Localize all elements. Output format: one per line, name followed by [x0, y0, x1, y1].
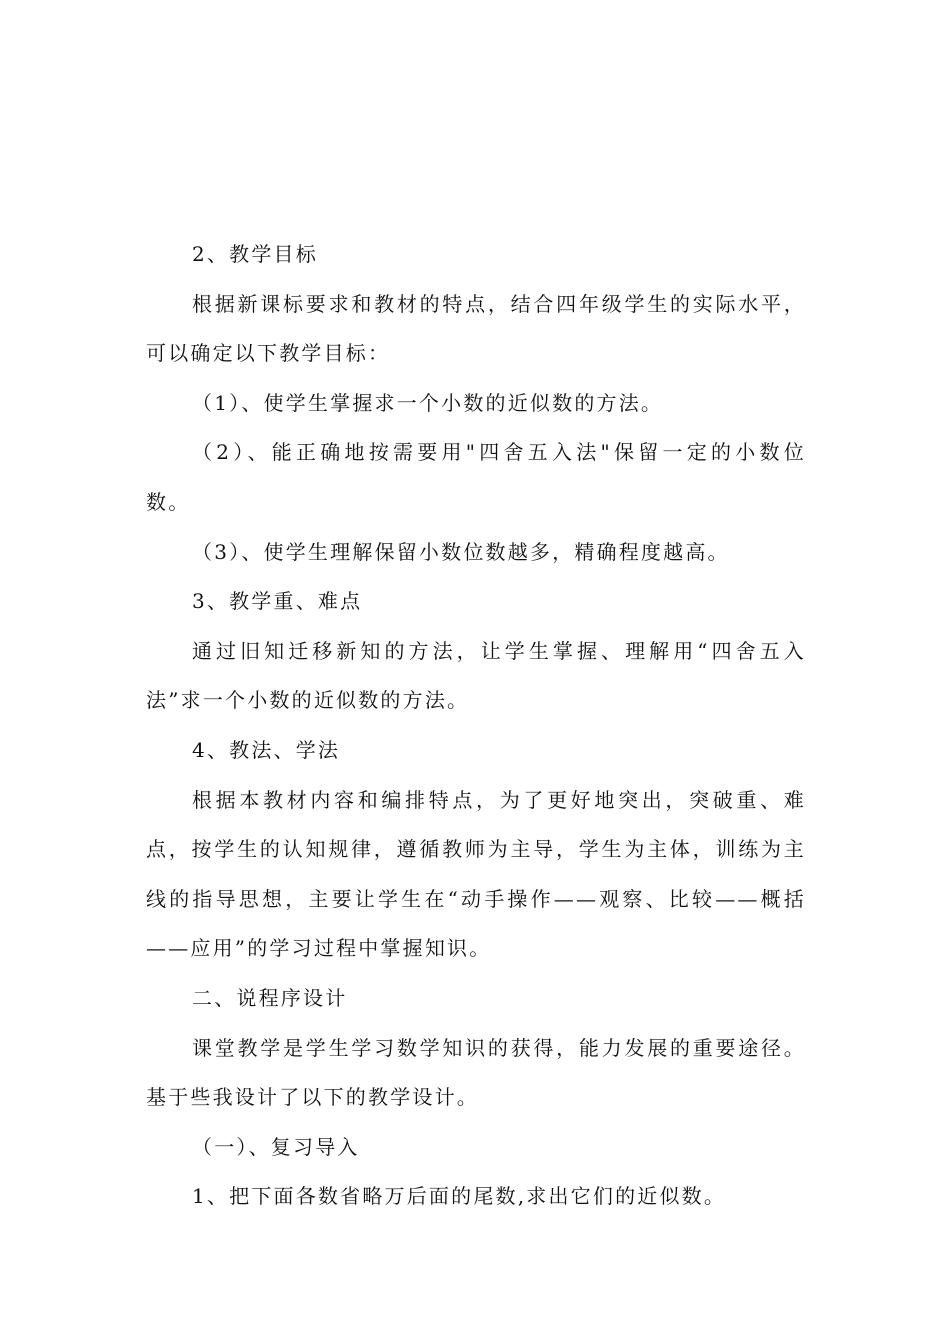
- paragraph-line: 根据新课标要求和教材的特点，结合四年级学生的实际水平，: [192, 291, 806, 316]
- paragraph-line: 可以确定以下教学目标：: [146, 341, 391, 366]
- paragraph-line: 通过旧知迁移新知的方法，让学生掌握、理解用“四舍五入: [192, 638, 806, 663]
- goal-item-1: （1）、使学生掌握求一个小数的近似数的方法。: [192, 390, 664, 415]
- section-heading-key-points: 3、教学重、难点: [192, 589, 363, 614]
- subsection-heading-review: （一）、复习导入: [192, 1134, 360, 1159]
- paragraph-line: 课堂教学是学生学习数学知识的获得，能力发展的重要途径。: [192, 1035, 806, 1060]
- paragraph-line: 根据本教材内容和编排特点，为了更好地突出，突破重、难: [192, 787, 806, 812]
- paragraph-line: 数。: [146, 489, 191, 514]
- paragraph-line: 点，按学生的认知规律，遵循教师为主导，学生为主体，训练为主: [146, 837, 806, 862]
- paragraph-line: ——应用”的学习过程中掌握知识。: [146, 936, 492, 961]
- section-heading-program-design: 二、说程序设计: [192, 985, 348, 1010]
- paragraph-line: 基于些我设计了以下的教学设计。: [146, 1085, 479, 1110]
- goal-item-3: （3）、使学生理解保留小数位数越多，精确程度越高。: [192, 539, 730, 564]
- section-heading-methods: 4、教法、学法: [192, 737, 341, 762]
- paragraph-line: 线的指导思想，主要让学生在“动手操作——观察、比较——概括: [146, 886, 806, 911]
- section-heading-teaching-goals: 2、教学目标: [192, 242, 318, 266]
- exercise-item-1: 1、把下面各数省略万后面的尾数,求出它们的近似数。: [192, 1184, 727, 1209]
- goal-item-2: （2）、能正确地按需要用"四舍五入法"保留一定的小数位: [192, 440, 806, 465]
- paragraph-line: 法”求一个小数的近似数的方法。: [146, 688, 470, 713]
- document-body: [146, 230, 806, 1222]
